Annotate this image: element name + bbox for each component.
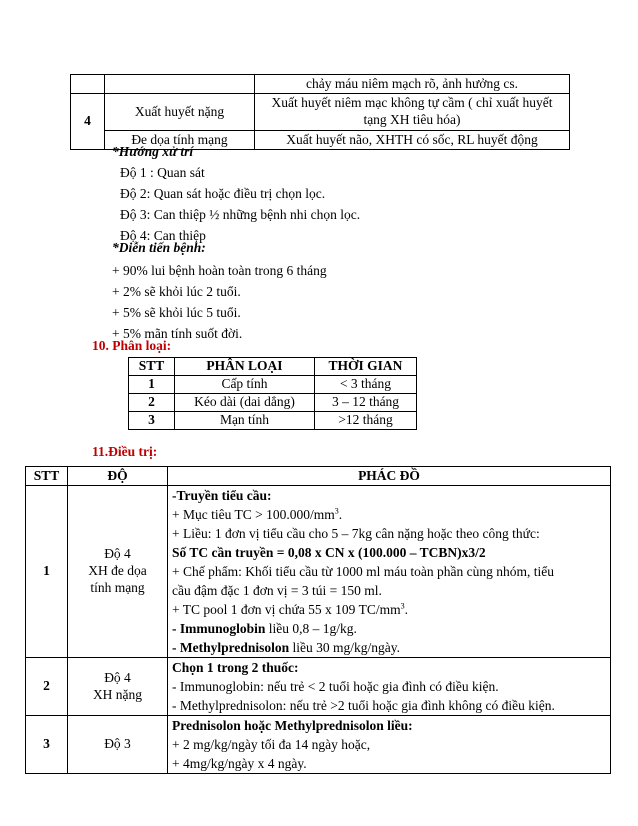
table-cell-do bbox=[68, 486, 168, 658]
text-line: Chọn 1 trong 2 thuốc: bbox=[172, 660, 299, 675]
table-cell-do bbox=[68, 658, 168, 716]
text-span: liều 30 mg/kg/ngày. bbox=[289, 640, 401, 655]
table-cell-phac-do bbox=[168, 716, 611, 774]
section-heading: *Hướng xử trí bbox=[112, 144, 194, 159]
text-line: + TC pool 1 đơn vị chứa 55 x 109 $TC/mm^3$. bbox=[172, 601, 408, 617]
table-cell: Xuất huyết nặng bbox=[105, 94, 255, 131]
table-row bbox=[129, 412, 417, 430]
table-cell: < 3 tháng bbox=[315, 376, 417, 394]
text-line: Prednisolon hoặc Methylprednisolon liều: bbox=[172, 718, 413, 733]
table-cell: Kéo dài (dai dẳng) bbox=[175, 394, 315, 412]
list-item: Độ 1 : Quan sát bbox=[120, 165, 205, 180]
text-line: cầu đậm đặc 1 đơn vị = 3 túi = 150 ml. bbox=[172, 583, 382, 598]
table-cell: >12 tháng bbox=[315, 412, 417, 430]
column-header: THỜI GIAN bbox=[315, 358, 417, 376]
do-line: XH nặng bbox=[92, 686, 143, 702]
column-header: ĐỘ bbox=[68, 467, 168, 486]
section-heading: *Diễn tiến bệnh: bbox=[112, 240, 206, 255]
text-line bbox=[172, 619, 606, 638]
text-span: liều 0,8 – 1g/kg. bbox=[265, 621, 357, 636]
table-cell-do bbox=[68, 716, 168, 774]
severity-table bbox=[70, 74, 570, 150]
table-row bbox=[26, 716, 611, 774]
text-span: + Mục tiêu TC > 100.000/mm bbox=[172, 507, 335, 522]
table-cell: Mạn tính bbox=[175, 412, 315, 430]
do-line: tính mạng bbox=[90, 579, 145, 595]
table-cell: Đe dọa tính mạng bbox=[105, 131, 255, 150]
text-line: - Immunoglobin: nếu trẻ < 2 tuổi hoặc gia đình có điều kiện. bbox=[172, 679, 499, 694]
text-line: -Truyền tiểu cầu: bbox=[172, 488, 272, 503]
text-line: + Chế phẩm: Khối tiểu cầu từ 1000 ml máu toàn phần cùng nhóm, tiểu bbox=[172, 564, 554, 579]
do-line: Độ 4 bbox=[104, 546, 131, 562]
list-item: + 2% sẽ khỏi lúc 2 tuổi. bbox=[112, 284, 241, 299]
table-cell: Xuất huyết não, XHTH có sốc, RL huyết động bbox=[255, 131, 570, 150]
text-span: - Immunoglobin bbox=[172, 621, 266, 636]
table-cell-stt: 4 bbox=[71, 94, 105, 150]
table-cell-phac-do bbox=[168, 658, 611, 716]
text-line: + 4mg/kg/ngày x 4 ngày. bbox=[172, 756, 307, 771]
do-line: Độ 4 bbox=[104, 669, 131, 685]
list-item: Độ 2: Quan sát hoặc điều trị chọn lọc. bbox=[120, 186, 326, 201]
text-span: - Methylprednisolon bbox=[172, 640, 290, 655]
text-line: + Liều: 1 đơn vị tiểu cầu cho 5 – 7kg cân nặng hoặc theo công thức: bbox=[172, 526, 540, 541]
table-cell: 3 bbox=[129, 412, 175, 430]
table-row bbox=[129, 394, 417, 412]
superscript: 3 bbox=[334, 506, 339, 516]
text-line: Số TC cần truyền = 0,08 x CN x (100.000 – TCBN)x3/2 bbox=[172, 545, 486, 560]
column-header: STT bbox=[129, 358, 175, 376]
text-line bbox=[172, 638, 606, 657]
list-item: + 5% mãn tính suốt đời. bbox=[112, 326, 243, 341]
text-line: + 2 mg/kg/ngày tối đa 14 ngày hoặc, bbox=[172, 737, 371, 752]
table-row bbox=[129, 376, 417, 394]
table-header-row bbox=[26, 467, 611, 486]
table-cell-phac-do bbox=[168, 486, 611, 658]
text-span: + TC pool 1 đơn vị chứa 55 x 109 TC/mm bbox=[172, 602, 401, 617]
column-header: PHÂN LOẠI bbox=[175, 358, 315, 376]
column-header: STT bbox=[26, 467, 68, 486]
table-row bbox=[71, 75, 570, 94]
text-line: - Methylprednisolon: nếu trẻ >2 tuổi hoặc gia đình không có điều kiện. bbox=[172, 698, 555, 713]
section-title: 10. Phân loại: bbox=[92, 338, 172, 353]
table-cell-stt: 1 bbox=[26, 486, 68, 658]
superscript: 3 bbox=[400, 601, 405, 611]
table-cell: Xuất huyết niêm mạc không tự cầm ( chỉ xuất huyết tạng XH tiêu hóa) bbox=[255, 94, 570, 131]
table-row bbox=[26, 486, 611, 658]
table-cell: 2 bbox=[129, 394, 175, 412]
list-item: + 5% sẽ khỏi lúc 5 tuổi. bbox=[112, 305, 241, 320]
list-item: Độ 3: Can thiệp ½ những bệnh nhi chọn lọc. bbox=[120, 207, 361, 222]
table-cell-stt: 2 bbox=[26, 658, 68, 716]
column-header: PHÁC ĐỒ bbox=[168, 467, 611, 486]
table-row bbox=[26, 658, 611, 716]
table-header-row bbox=[129, 358, 417, 376]
section-title: 11.Điều trị: bbox=[92, 444, 158, 459]
table-cell: 1 bbox=[129, 376, 175, 394]
classification-table bbox=[128, 357, 417, 430]
list-item: Độ 4: Can thiệp bbox=[120, 228, 206, 243]
text-line: + Mục tiêu TC > $100.000/mm^3$. bbox=[172, 506, 343, 522]
do-line: XH đe dọa bbox=[88, 563, 147, 579]
table-row bbox=[71, 94, 570, 131]
treatment-table bbox=[25, 466, 611, 774]
table-cell: 3 – 12 tháng bbox=[315, 394, 417, 412]
table-cell: chảy máu niêm mạch rõ, ảnh hưởng cs. bbox=[255, 75, 570, 94]
list-item: + 90% lui bệnh hoàn toàn trong 6 tháng bbox=[112, 263, 327, 278]
table-cell-stt: 3 bbox=[26, 716, 68, 774]
do-line: Độ 3 bbox=[104, 736, 131, 752]
table-cell: Cấp tính bbox=[175, 376, 315, 394]
